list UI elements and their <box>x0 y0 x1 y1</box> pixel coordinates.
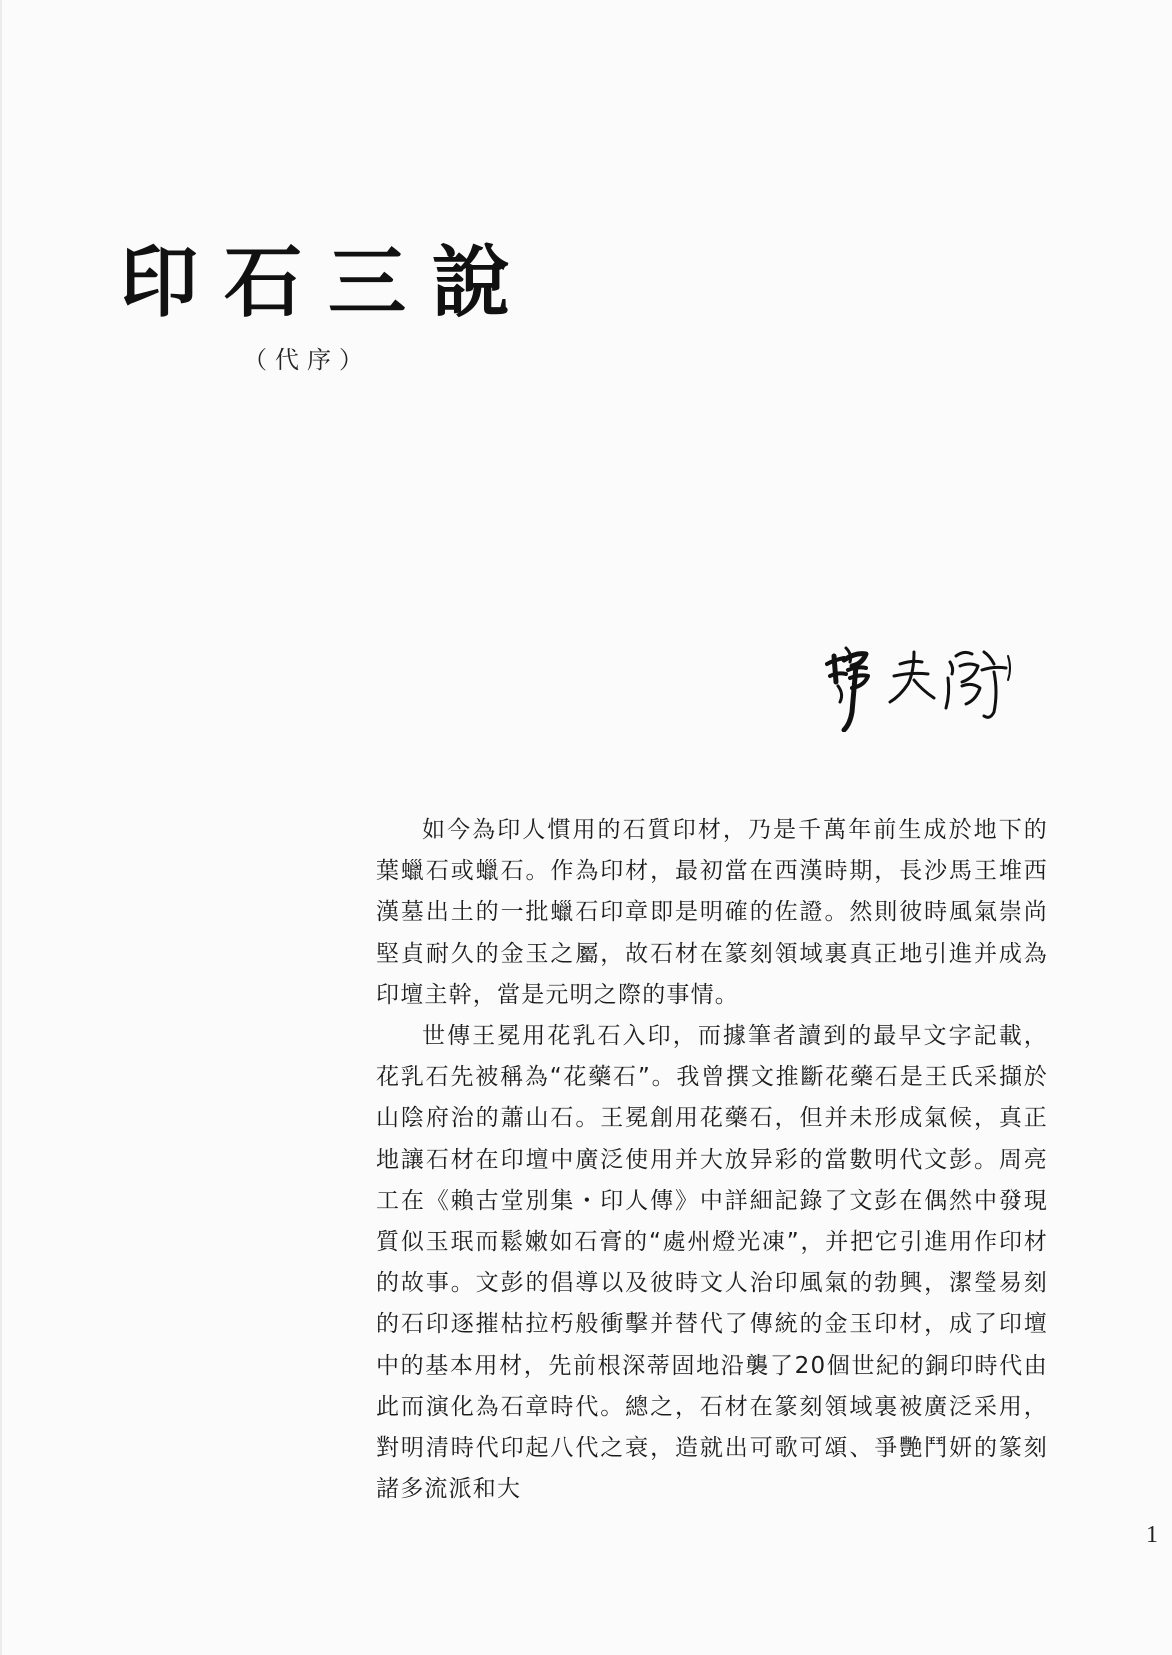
preface-body <box>376 810 1048 1510</box>
paragraph: 世傳王冕用花乳石入印，而據筆者讀到的最早文字記載，花乳石先被稱為“花藥石”。我曾撰文推斷花藥石是王氏采擷於山陰府治的蕭山石。王冕創用花藥石，但并未形成氣候，真正地讓石材在印壇中廣泛使用并大放异彩的當數明代文彭。周亮工在《賴古堂別集・印人傳》中詳細記錄了文彭在偶然中發現質似玉珉而鬆嫩如石膏的“處州燈光凍”，并把它引進用作印材的故事。文彭的倡導以及彼時文人治印風氣的勃興，潔瑩易刻的石印逐摧枯拉朽般衝擊并替代了傳統的金玉印材，成了印壇中的基本用材，先前根深蒂固地沿襲了20個世紀的銅印時代由此而演化為石章時代。總之，石材在篆刻領域裏被廣泛采用，對明清時代印起八代之衰，造就出可歌可頌、爭艷鬥妍的篆刻諸多流派和大 <box>376 1023 1048 1503</box>
page-edge <box>0 0 2 1655</box>
paragraph: 如今為印人慣用的石質印材，乃是千萬年前生成於地下的葉蠟石或蠟石。作為印材，最初當在西漢時期，長沙馬王堆西漢墓出土的一批蠟石印章即是明確的佐證。然則彼時風氣崇尚堅貞耐久的金玉之屬，故石材在篆刻領域裏真正地引進并成為印壇主幹，當是元明之際的事情。 <box>376 817 1048 1008</box>
page-subtitle: （代序） <box>243 346 371 374</box>
page-title: 印石三說 <box>120 238 537 328</box>
author-signature <box>822 642 1022 732</box>
page-number: 1 <box>1146 1522 1158 1548</box>
